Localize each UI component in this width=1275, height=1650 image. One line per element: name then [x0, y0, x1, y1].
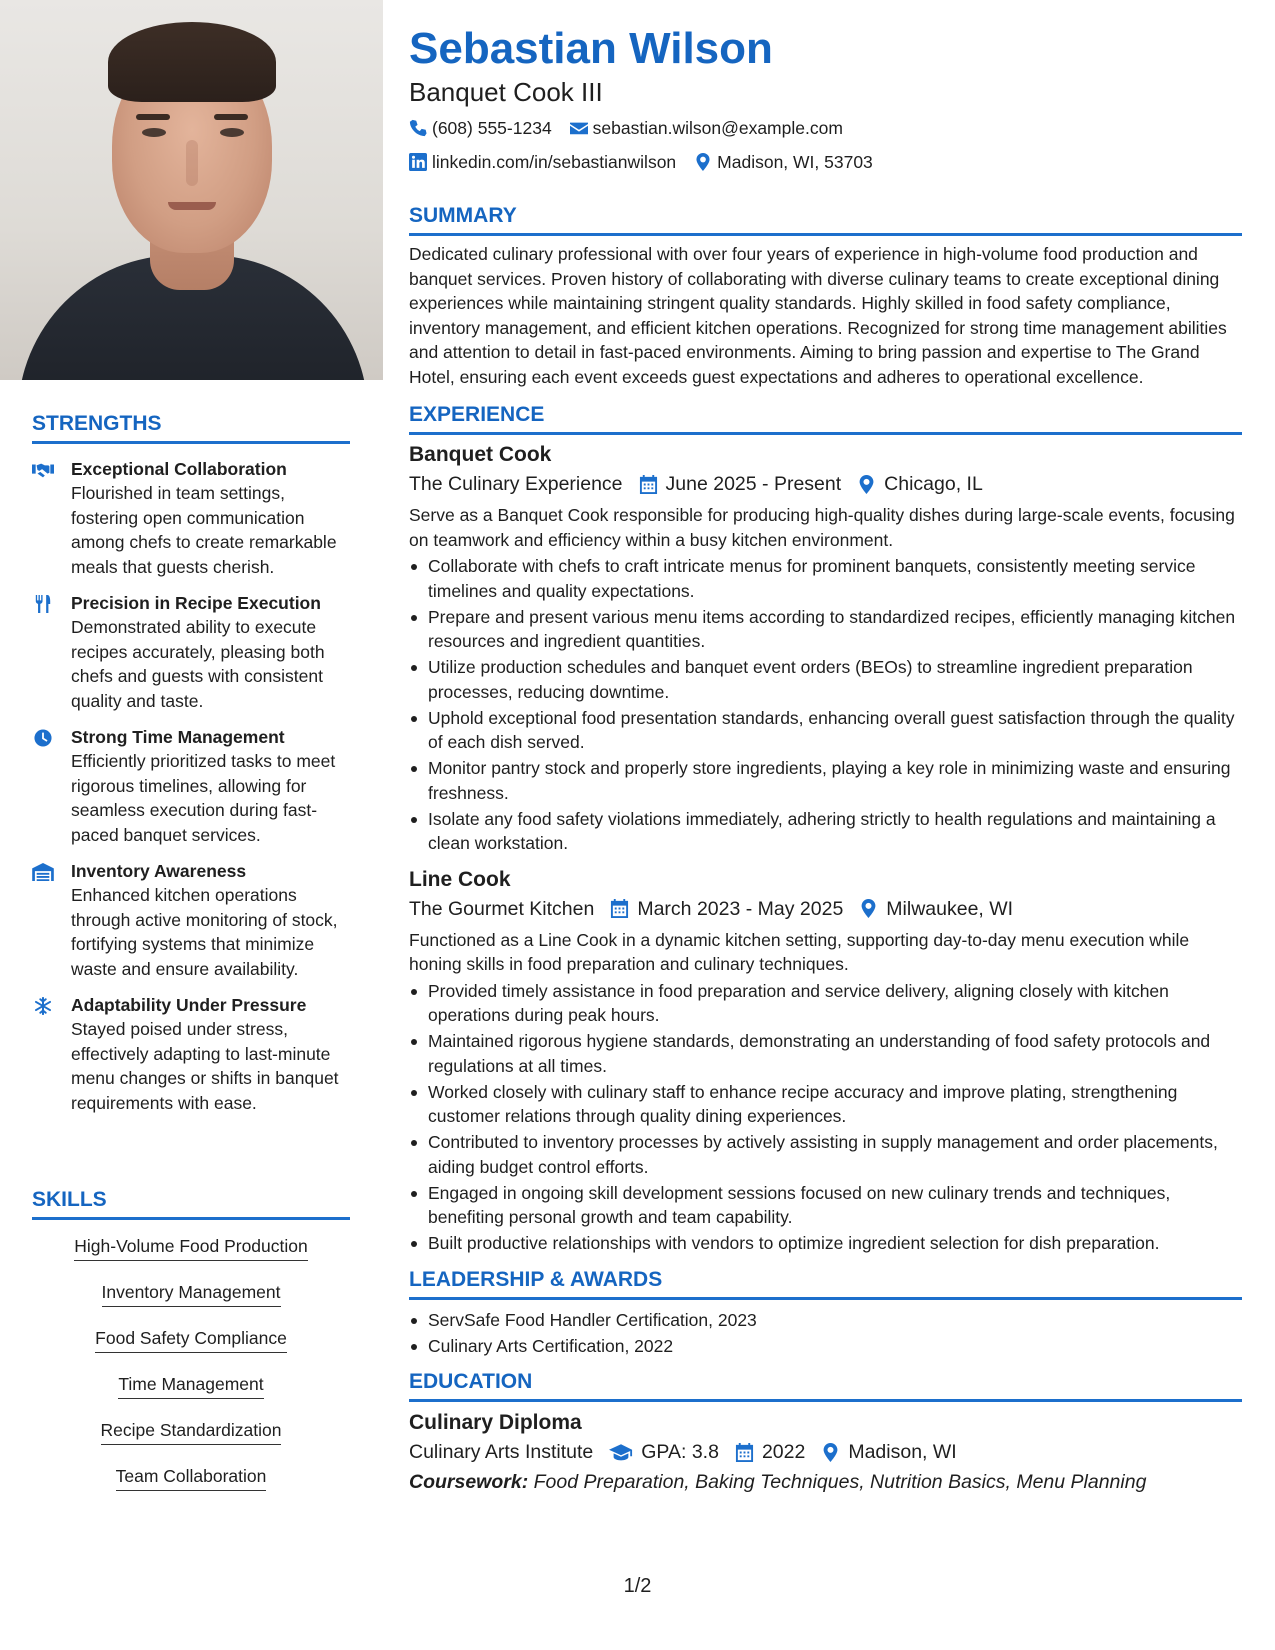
calendar-icon: [610, 899, 629, 918]
job-entry: [409, 866, 1242, 1256]
warehouse-icon: [32, 863, 54, 881]
awards-list: [409, 1308, 1242, 1359]
graduation-cap-icon: [609, 1443, 633, 1462]
phone-text: (608) 555-1234: [432, 118, 552, 138]
job-summary: Serve as a Banquet Cook responsible for producing high-quality dishes during large-scale events, focusing on teamwork and efficiency within a busy kitchen environment.: [409, 505, 1235, 550]
education-year: 2022: [761, 1441, 806, 1463]
skill-tag: High-Volume Food Production: [74, 1234, 307, 1261]
awards-section: [409, 1268, 1242, 1359]
summary-section: [409, 204, 1242, 389]
list-item: Prepare and present various menu items according to standardized recipes, efficiently managing kitchen resources and ingredient quantities.: [409, 605, 1242, 654]
education-heading: EDUCATION: [409, 1370, 1242, 1402]
skills-heading: SKILLS: [32, 1188, 350, 1220]
strength-title: Strong Time Management: [71, 727, 285, 747]
school-name: Culinary Arts Institute: [409, 1441, 594, 1463]
strength-item: [32, 994, 350, 1115]
awards-heading: LEADERSHIP & AWARDS: [409, 1268, 1242, 1300]
handshake-icon: [32, 461, 54, 479]
job-entry: [409, 441, 1242, 856]
job-company: The Culinary Experience: [409, 473, 623, 495]
education-location: Madison, WI: [848, 1441, 957, 1463]
summary-text: Dedicated culinary professional with over four years of experience in high-volume food production and banquet services. Proven history of collaborating with diverse culinary teams to create exceptional dining experiences while maintaining stringent quality standards. Highly skilled in food safety compliance, inventory management, and efficient kitchen operations. Recognized for strong time management abilities and attention to detail in fast-paced environments. Aiming to bring passion and expertise to The Grand Hotel, ensuring each event exceeds guest expectations and adheres to operational excellence.: [409, 244, 1227, 387]
skills-section: [32, 1188, 350, 1510]
linkedin-contact[interactable]: [409, 146, 676, 178]
map-pin-icon: [694, 153, 712, 171]
coursework-text: Food Preparation, Baking Techniques, Nutrition Basics, Menu Planning: [533, 1471, 1147, 1493]
list-item: Uphold exceptional food presentation standards, enhancing overall guest satisfaction through the quality of each dish served.: [409, 706, 1242, 755]
education-location-group: [821, 1437, 956, 1467]
strength-desc: Stayed poised under stress, effectively adapting to last-minute menu changes or shifts in banquet requirements with ease.: [71, 1019, 339, 1113]
map-pin-icon: [859, 899, 878, 918]
strengths-heading: STRENGTHS: [32, 412, 350, 444]
job-meta: [409, 469, 1242, 499]
phone-icon: [409, 119, 427, 137]
list-item: Contributed to inventory processes by actively assisting in supply management and order placements, aiding budget control efforts.: [409, 1130, 1242, 1179]
main-content: [409, 22, 1242, 1497]
skill-tag: Time Management: [118, 1372, 263, 1399]
summary-heading: SUMMARY: [409, 204, 1242, 236]
job-meta: [409, 894, 1242, 924]
strength-desc: Efficiently prioritized tasks to meet rigorous timelines, allowing for seamless execution during fast-paced banquet services.: [71, 751, 336, 845]
strength-title: Inventory Awareness: [71, 861, 247, 881]
contact-row: [409, 146, 1242, 178]
job-dates: March 2023 - May 2025: [637, 897, 844, 920]
contact-row: [409, 112, 1242, 144]
job-bullets: [409, 979, 1242, 1256]
list-item: Isolate any food safety violations immediately, adhering strictly to health regulations and maintaining a clean workstation.: [409, 807, 1242, 856]
skill-tag: Food Safety Compliance: [95, 1326, 287, 1353]
list-item: Monitor pantry stock and properly store ingredients, playing a key role in minimizing waste and ensuring freshness.: [409, 756, 1242, 805]
gpa-text: GPA: 3.8: [641, 1441, 719, 1463]
page-number: 1/2: [623, 1575, 652, 1597]
job-company: The Gourmet Kitchen: [409, 897, 595, 920]
strength-item: [32, 726, 350, 847]
job-location-group: [857, 469, 983, 499]
education-meta: [409, 1437, 1242, 1467]
degree-title: Culinary Diploma: [409, 1411, 582, 1434]
job-dates-group: [639, 469, 842, 499]
strength-title: Adaptability Under Pressure: [71, 995, 307, 1015]
email-contact[interactable]: [570, 112, 843, 144]
job-location: Chicago, IL: [884, 473, 983, 495]
coursework-line: [409, 1467, 1242, 1497]
list-item: Maintained rigorous hygiene standards, demonstrating an understanding of food safety protocols and regulations at all times.: [409, 1029, 1242, 1078]
location-contact: [694, 146, 873, 178]
email-text: sebastian.wilson@example.com: [592, 118, 843, 138]
skill-tag: Team Collaboration: [116, 1464, 267, 1491]
strength-title: Exceptional Collaboration: [71, 459, 287, 479]
list-item: Built productive relationships with vendors to optimize ingredient selection for dish preparation.: [409, 1231, 1242, 1256]
utensils-icon: [32, 595, 54, 613]
experience-section: [409, 403, 1242, 1256]
snowflake-icon: [32, 997, 54, 1015]
linkedin-text: linkedin.com/in/sebastianwilson: [432, 152, 677, 172]
strengths-section: [32, 412, 350, 1115]
skills-list: [32, 1234, 350, 1510]
education-year-group: [735, 1437, 805, 1467]
clock-icon: [32, 729, 54, 747]
job-bullets: [409, 554, 1242, 856]
job-location: Milwaukee, WI: [886, 897, 1014, 920]
coursework-label: Coursework:: [409, 1471, 529, 1493]
calendar-icon: [735, 1443, 754, 1462]
location-text: Madison, WI, 53703: [717, 152, 873, 172]
list-item: ServSafe Food Handler Certification, 2023: [409, 1308, 1242, 1333]
experience-heading: EXPERIENCE: [409, 403, 1242, 435]
linkedin-icon: [409, 153, 427, 171]
strength-title: Precision in Recipe Execution: [71, 593, 321, 613]
list-item: Collaborate with chefs to craft intricate menus for prominent banquets, consistently meeting service timelines and quality expectations.: [409, 554, 1242, 603]
strength-item: [32, 860, 350, 981]
list-item: Worked closely with culinary staff to enhance recipe accuracy and improve plating, strengthening customer relations through quality dining experiences.: [409, 1080, 1242, 1129]
job-location-group: [859, 894, 1013, 924]
strength-desc: Demonstrated ability to execute recipes accurately, pleasing both chefs and guests with consistent quality and taste.: [71, 617, 325, 711]
gpa-group: [609, 1437, 719, 1467]
strength-item: [32, 458, 350, 579]
education-section: [409, 1370, 1242, 1497]
list-item: Utilize production schedules and banquet event orders (BEOs) to streamline ingredient preparation processes, reducing downtime.: [409, 655, 1242, 704]
skill-tag: Inventory Management: [102, 1280, 281, 1307]
list-item: Culinary Arts Certification, 2022: [409, 1334, 1242, 1359]
map-pin-icon: [821, 1443, 840, 1462]
list-item: Engaged in ongoing skill development sessions focused on new culinary trends and techniques, benefiting personal growth and team capability.: [409, 1181, 1242, 1230]
map-pin-icon: [857, 475, 876, 494]
envelope-icon: [570, 119, 588, 137]
job-title: Banquet Cook: [409, 443, 552, 466]
list-item: Provided timely assistance in food preparation and service delivery, aligning closely with kitchen operations during peak hours.: [409, 979, 1242, 1028]
profile-photo: [0, 0, 383, 380]
calendar-icon: [639, 475, 658, 494]
job-dates: June 2025 - Present: [665, 473, 842, 495]
job-dates-group: [610, 894, 843, 924]
job-summary: Functioned as a Line Cook in a dynamic kitchen setting, supporting day-to-day menu execution while honing skills in food preparation and culinary techniques.: [409, 929, 1190, 974]
strength-desc: Enhanced kitchen operations through active monitoring of stock, fortifying systems that minimize waste and ensure availability.: [71, 885, 338, 979]
skill-tag: Recipe Standardization: [101, 1418, 282, 1445]
candidate-name: Sebastian Wilson: [409, 24, 773, 73]
strength-item: [32, 592, 350, 713]
strength-desc: Flourished in team settings, fostering open communication among chefs to create remarkable meals that guests cherish.: [71, 483, 337, 577]
phone-contact[interactable]: [409, 112, 552, 144]
candidate-title: Banquet Cook III: [409, 77, 603, 107]
job-title: Line Cook: [409, 867, 511, 891]
sidebar: [0, 0, 383, 1650]
